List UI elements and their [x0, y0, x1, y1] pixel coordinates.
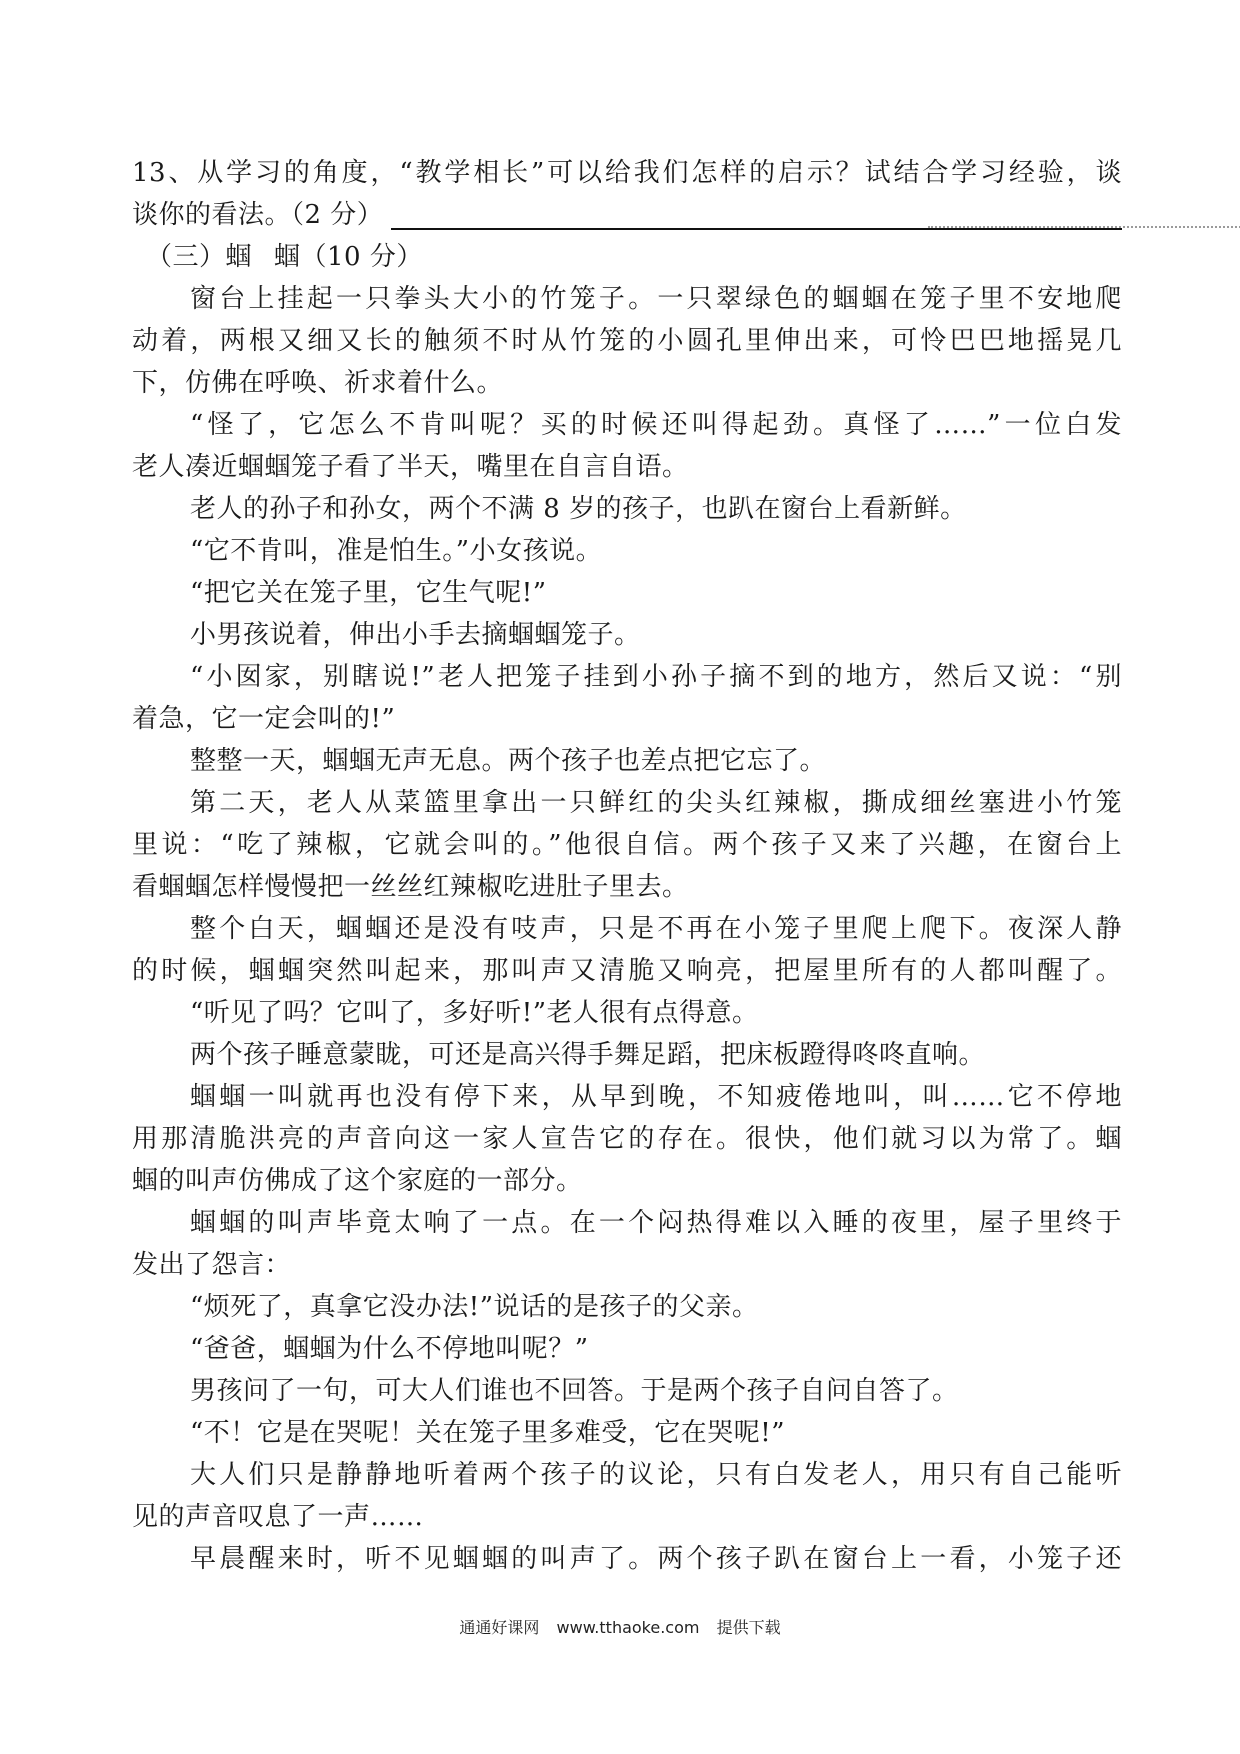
passage-line: 大人们只是静静地听着两个孩子的议论，只有白发老人，用只有自己能听: [190, 1460, 1122, 1490]
section-title: [132, 236, 1122, 278]
passage-line: “它不肯叫，准是怕生。”小女孩说。: [190, 536, 603, 566]
passage-line: 整个白天，蝈蝈还是没有吱声，只是不再在小笼子里爬上爬下。夜深人静: [190, 914, 1122, 944]
passage-line: 小男孩说着，伸出小手去摘蝈蝈笼子。: [190, 620, 641, 650]
question-13-prompt-end: 谈你的看法。（2 分）: [132, 200, 384, 230]
passage-line: 整整一天，蝈蝈无声无息。两个孩子也差点把它忘了。: [190, 746, 827, 776]
passage-line: “不！它是在哭呢！关在笼子里多难受，它在哭呢!”: [190, 1418, 786, 1448]
passage-line: 发出了怨言：: [132, 1250, 292, 1280]
passage-line: 下，仿佛在呼唤、祈求着什么。: [132, 368, 504, 398]
footer-note: 提供下载: [716, 1618, 781, 1637]
passage-line: “把它关在笼子里，它生气呢!”: [190, 578, 547, 608]
section-title-suffix: 蝈（10 分）: [274, 242, 423, 272]
passage-line: “爸爸，蝈蝈为什么不停地叫呢？”: [190, 1334, 589, 1364]
passage-line: “怪了，它怎么不肯叫呢？买的时候还叫得起劲。真怪了……”一位白发: [190, 410, 1122, 440]
passage-line: 的时候，蝈蝈突然叫起来，那叫声又清脆又响亮，把屋里所有的人都叫醒了。: [132, 956, 1122, 986]
passage-line: 窗台上挂起一只拳头大小的竹笼子。一只翠绿色的蝈蝈在笼子里不安地爬: [190, 284, 1122, 314]
answer-blank-line[interactable]: [391, 194, 1122, 236]
passage-line: 见的声音叹息了一声……: [132, 1502, 424, 1532]
page-footer: [0, 1615, 1240, 1638]
passage-line: 动着，两根又细又长的触须不时从竹笼的小圆孔里伸出来，可怜巴巴地摇晃几: [132, 326, 1122, 356]
passage-line: 两个孩子睡意蒙眬，可还是高兴得手舞足蹈，把床板蹬得咚咚直响。: [190, 1040, 986, 1070]
passage-line: 蝈蝈一叫就再也没有停下来，从早到晚，不知疲倦地叫，叫……它不停地: [190, 1082, 1122, 1112]
passage-line: “烦死了，真拿它没办法!”说话的是孩子的父亲。: [190, 1292, 759, 1322]
passage-line: 用那清脆洪亮的声音向这一家人宣告它的存在。很快，他们就习以为常了。蝈: [132, 1124, 1122, 1154]
passage-line: 蝈的叫声仿佛成了这个家庭的一部分。: [132, 1166, 583, 1196]
passage-line: 里说：“吃了辣椒，它就会叫的。”他很自信。两个孩子又来了兴趣，在窗台上: [132, 830, 1122, 860]
document-page: [132, 152, 1122, 1580]
footer-site-name: 通通好课网: [459, 1618, 540, 1637]
question-13-line-2: [132, 194, 1122, 236]
passage-line: 早晨醒来时，听不见蝈蝈的叫声了。两个孩子趴在窗台上一看，小笼子还: [190, 1544, 1122, 1574]
question-13-line-1: 13、从学习的角度，“教学相长”可以给我们怎样的启示？试结合学习经验，谈: [132, 158, 1122, 188]
passage-line: 第二天，老人从菜篮里拿出一只鲜红的尖头红辣椒，撕成细丝塞进小竹笼: [190, 788, 1122, 818]
section-title-prefix: （三）蝈: [146, 242, 253, 272]
passage-line: “小囡家，别瞎说!”老人把笼子挂到小孙子摘不到的地方，然后又说：“别: [190, 662, 1122, 692]
passage-line: 着急，它一定会叫的!”: [132, 704, 396, 734]
passage-line: 老人的孙子和孙女，两个不满 8 岁的孩子，也趴在窗台上看新鲜。: [190, 494, 967, 524]
passage-line: “听见了吗？它叫了，多好听!”老人很有点得意。: [190, 998, 759, 1028]
passage-line: 看蝈蝈怎样慢慢把一丝丝红辣椒吃进肚子里去。: [132, 872, 689, 902]
passage-line: 老人凑近蝈蝈笼子看了半天，嘴里在自言自语。: [132, 452, 689, 482]
passage-line: 蝈蝈的叫声毕竟太响了一点。在一个闷热得难以入睡的夜里，屋子里终于: [190, 1208, 1122, 1238]
footer-url[interactable]: www.tthaoke.com: [556, 1618, 700, 1637]
passage-line: 男孩问了一句，可大人们谁也不回答。于是两个孩子自问自答了。: [190, 1376, 959, 1406]
